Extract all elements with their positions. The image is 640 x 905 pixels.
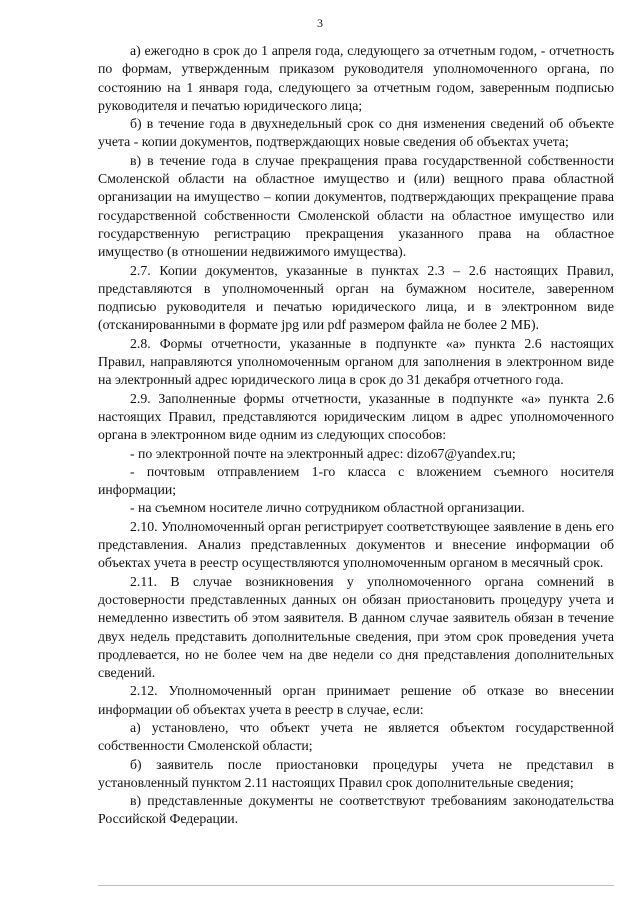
document-body: [98, 42, 614, 829]
paragraph-2-6-a: а) ежегодно в срок до 1 апреля года, следующего за отчетным годом, - отчетность по формам, утвержденным приказом руководителя уполномоченного органа, по состоянию на 1 января года, следующего за отчетным годом, заверенным подписью руководителя и печатью юридического лица;: [98, 43, 614, 113]
paragraph-2-6-b: б) в течение года в двухнедельный срок со дня изменения сведений об объекте учета - копии документов, подтверждающих новые сведения об объектах учета;: [98, 116, 614, 150]
list-item-removable-media: - на съемном носителе лично сотрудником областной организации.: [130, 500, 525, 516]
paragraph-2-12-v: в) представленные документы не соответствуют требованиям законодательства Российской Федерации.: [98, 793, 614, 827]
paragraph-2-11: 2.11. В случае возникновения у уполномоченного органа сомнений в достоверности представленных данных он обязан приостановить процедуру учета и немедленно известить об этом заявителя. В данном случае заявитель обязан в течение двух недель представить дополнительные сведения, при этом срок проведения учета продлевается, но не более чем на две недели со дня представления дополнительных сведений.: [98, 573, 614, 681]
list-item-email: - по электронной почте на электронный адрес: dizo67@yandex.ru;: [130, 445, 516, 461]
paragraph-2-6-v: в) в течение года в случае прекращения права государственной собственности Смоленской области на областное имущество и (или) вещного права областной организации на имущество – копии документов, подтверждающих прекращение права государственной собственности Смоленской области на областное имущество или государственную регистрацию прекращения указанного права на областное имущество (в отношении недвижимого имущества).: [98, 152, 614, 260]
bottom-divider: [98, 885, 614, 886]
paragraph-2-12-b: б) заявитель после приостановки процедуры учета не представил в установленный пунктом 2.11 настоящих Правил срок дополнительные сведения;: [98, 756, 614, 790]
paragraph-2-12-a: а) установлено, что объект учета не является объектом государственной собственности Смоленской области;: [98, 719, 614, 754]
paragraph-2-12: 2.12. Уполномоченный орган принимает решение об отказе во внесении информации об объектах учета в реестр в случае, если:: [98, 683, 614, 717]
paragraph-2-10: 2.10. Уполномоченный орган регистрирует соответствующее заявление в день его представления. Анализ представленных документов и внесение информации об объектах учета в реестр осуществляются уполномоченным органом в месячный срок.: [98, 518, 614, 571]
paragraph-2-7: 2.7. Копии документов, указанные в пунктах 2.3 – 2.6 настоящих Правил, представляются в уполномоченный орган на бумажном носителе, заверенном подписью руководителя и печатью юридического лица, и в электронном виде (отсканированными в формате jpg или pdf размером файла не более 2 МБ).: [98, 262, 614, 333]
paragraph-2-9: 2.9. Заполненные формы отчетности, указанные в подпункте «а» пункта 2.6 настоящих Правил, представляются юридическим лицом в адрес уполномоченного органа в электронном виде одним из следующих способов:: [98, 390, 614, 443]
paragraph-2-8: 2.8. Формы отчетности, указанные в подпункте «а» пункта 2.6 настоящих Правил, направляются уполномоченным органом для заполнения в электронном виде на электронный адрес юридического лица в срок до 31 декабря отчетного года.: [98, 335, 614, 388]
list-item-mail: - почтовым отправлением 1-го класса с вложением съемного носителя информации;: [98, 463, 614, 498]
page-number: 3: [317, 16, 323, 30]
